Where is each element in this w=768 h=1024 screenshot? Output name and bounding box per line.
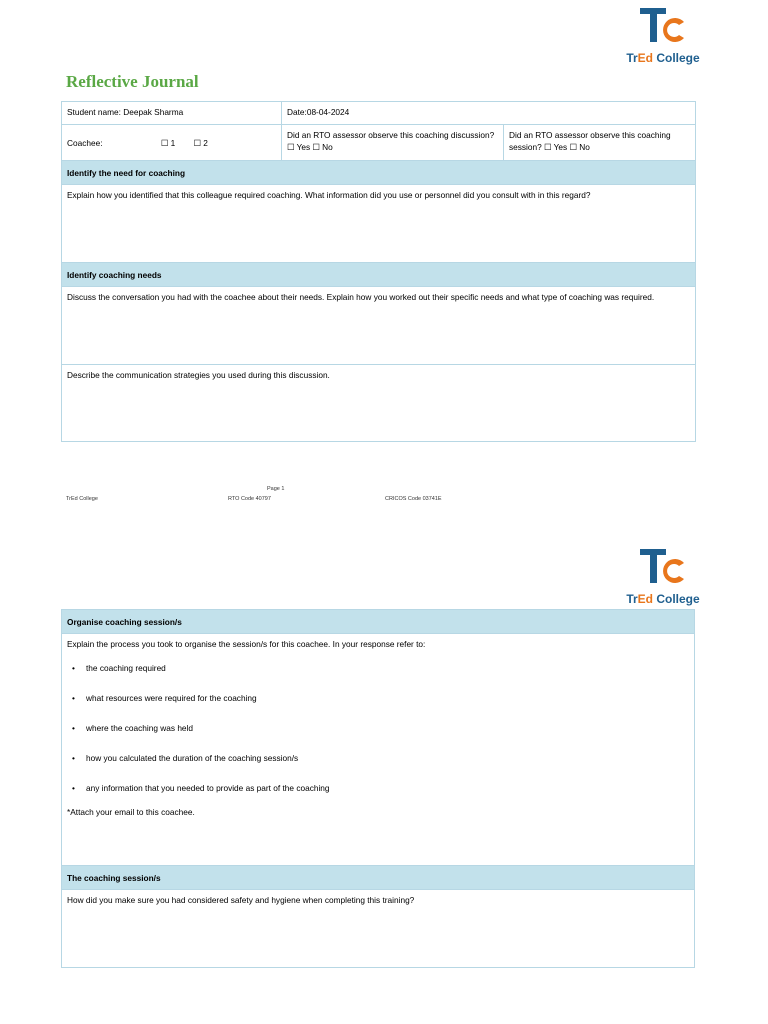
college-logo-page2 bbox=[622, 549, 704, 609]
attach-note: *Attach your email to this coachee. bbox=[67, 807, 195, 817]
section-header-needs: Identify coaching needs bbox=[62, 263, 696, 287]
journal-form-page1 bbox=[61, 101, 696, 442]
session-response-area[interactable]: How did you make sure you had considered safety and hygiene when completing this training? bbox=[62, 890, 695, 968]
list-item: • the coaching required bbox=[72, 663, 166, 673]
logo-wordmark: TrEd College bbox=[626, 51, 700, 65]
page-title: Reflective Journal bbox=[66, 72, 199, 91]
student-name-field[interactable]: Student name: Deepak Sharma bbox=[62, 102, 282, 125]
list-item: • where the coaching was held bbox=[72, 723, 194, 733]
coachee-2-checkbox[interactable]: ☐ 2 bbox=[193, 137, 208, 148]
list-item: • how you calculated the duration of the coaching session/s bbox=[72, 753, 299, 763]
assessor-discussion-field[interactable]: Did an RTO assessor observe this coaching discussion? ☐ Yes ☐ No bbox=[282, 125, 504, 161]
list-item: • what resources were required for the coaching bbox=[72, 693, 257, 703]
footer-rto-code: RTO Code 40797 bbox=[228, 496, 271, 502]
coachee-1-checkbox[interactable]: ☐ 1 bbox=[160, 137, 176, 148]
tc-logo-icon bbox=[640, 8, 686, 50]
communication-response-area[interactable]: Describe the communication strategies you used during this discussion. bbox=[62, 365, 696, 442]
college-logo bbox=[622, 8, 704, 68]
footer-org: TrEd College bbox=[66, 496, 98, 502]
section-header-need: Identify the need for coaching bbox=[62, 161, 696, 185]
logo-wordmark: TrEd College bbox=[626, 592, 700, 606]
assessor-session-field[interactable]: Did an RTO assessor observe this coaching session? ☐ Yes ☐ No bbox=[504, 125, 696, 161]
footer-cricos-code: CRICOS Code 03741E bbox=[385, 496, 442, 502]
needs-response-area[interactable]: Discuss the conversation you had with the coachee about their needs. Explain how you worked out their specific needs and what type of coaching was required. bbox=[62, 287, 696, 365]
list-item: • any information that you needed to provide as part of the coaching bbox=[72, 783, 330, 793]
journal-form-page2 bbox=[61, 609, 695, 968]
date-field[interactable]: Date:08-04-2024 bbox=[282, 102, 696, 125]
page-number: Page 1 bbox=[267, 486, 285, 492]
organise-response-area[interactable] bbox=[62, 634, 695, 866]
tc-logo-icon bbox=[640, 549, 686, 591]
organise-intro: Explain the process you took to organise the session/s for this coachee. In your response refer to: bbox=[67, 639, 426, 649]
organise-bullet-list bbox=[67, 662, 689, 806]
section-header-session: The coaching session/s bbox=[62, 866, 695, 890]
section-header-organise: Organise coaching session/s bbox=[62, 610, 695, 634]
coachee-field: Coachee: ☐ 1 ☐ 2 bbox=[62, 125, 282, 161]
need-response-area[interactable]: Explain how you identified that this colleague required coaching. What information did you use or personnel did you consult with in this regard? bbox=[62, 185, 696, 263]
